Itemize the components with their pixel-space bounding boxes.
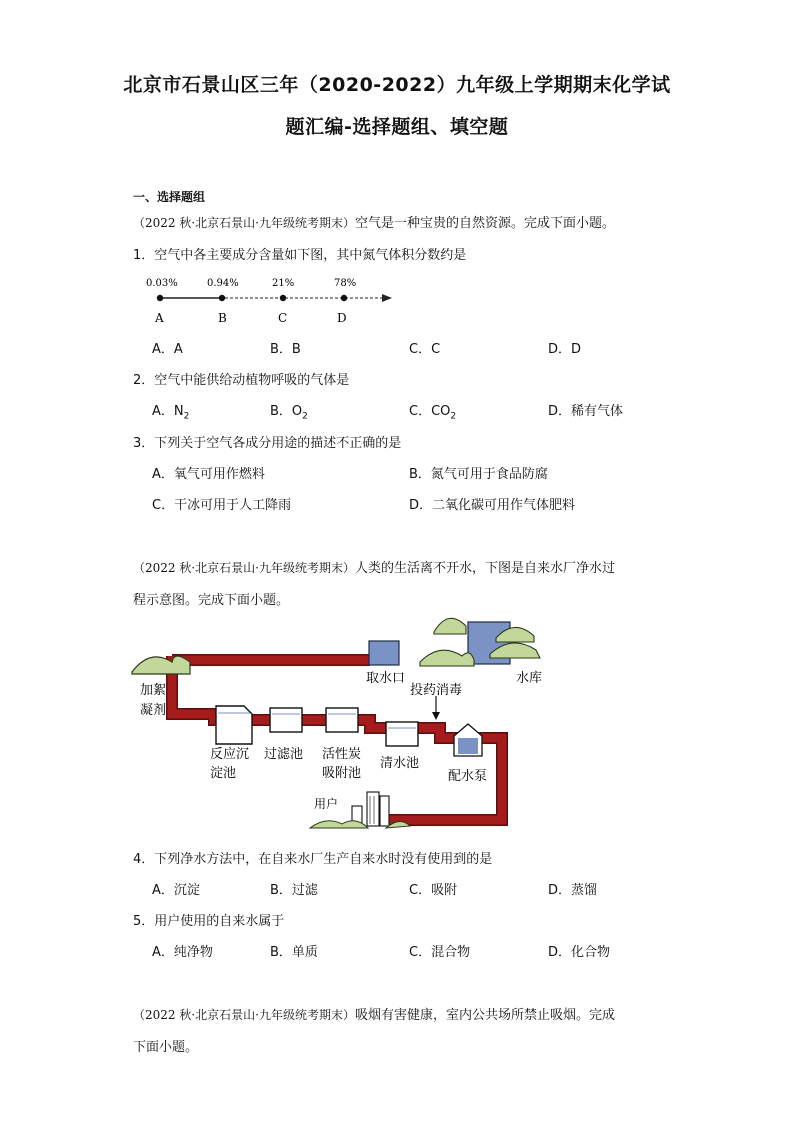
group2-intro-line-2: 程示意图。完成下面小题。 [133, 593, 290, 608]
q2-option-c[interactable]: C．$CO_2$ [409, 404, 457, 422]
point-b [219, 295, 225, 301]
source-note: （2022 秋·北京石景山·九年级统考期末） [133, 561, 355, 575]
question-2-stem: 2．空气中能供给动植物呼吸的气体是 [133, 373, 350, 388]
q1-option-d[interactable]: D．D [548, 342, 582, 357]
q1-option-c[interactable]: C．C [409, 342, 441, 357]
percent-d: 78% [334, 278, 357, 289]
carbon-tank-icon [326, 708, 358, 732]
q5-option-d[interactable]: D．化合物 [548, 945, 611, 960]
label-clear-water: 清水池 [380, 756, 420, 771]
q4-option-d[interactable]: D．蒸馏 [548, 883, 598, 898]
label-sedimentation-2: 淀池 [210, 766, 237, 781]
label-filter: 过滤池 [264, 747, 304, 762]
question-3-stem: 3．下列关于空气各成分用途的描述不正确的是 [133, 436, 402, 451]
label-pump: 配水泵 [448, 769, 488, 784]
percent-c: 21% [272, 278, 295, 289]
group3-intro-line-2: 下面小题。 [133, 1040, 199, 1055]
q5-option-b[interactable]: B．单质 [270, 945, 318, 960]
percent-b: 0.94% [207, 278, 239, 289]
clear-water-tank-icon [386, 722, 418, 746]
bush-icon [310, 821, 368, 828]
letter-c: C [278, 311, 288, 325]
group-intro-text: 人类的生活离不开水，下图是自来水厂净水过 [354, 561, 615, 576]
label-coagulant-2: 凝剂 [140, 703, 167, 718]
water-intake-icon [369, 641, 399, 665]
label-carbon-2: 吸附池 [322, 766, 362, 781]
q1-option-a[interactable]: A．A [152, 342, 183, 357]
sedimentation-tank-icon [216, 706, 252, 744]
tree-icon [434, 618, 466, 634]
hill-left-icon [132, 656, 190, 674]
building-icon [380, 796, 389, 826]
letter-d: D [337, 311, 347, 325]
group1-intro [133, 212, 615, 231]
q4-option-c[interactable]: C．吸附 [409, 883, 458, 898]
q3-option-b[interactable]: B．氮气可用于食品防腐 [409, 467, 548, 482]
point-a [157, 295, 163, 301]
building-icon [367, 792, 379, 826]
group-intro-text: 吸烟有害健康，室内公共场所禁止吸烟。完成 [354, 1008, 615, 1023]
group3-intro-line-1 [133, 1004, 615, 1023]
label-user: 用户 [314, 797, 339, 811]
q2-option-b[interactable]: B．$O_2$ [270, 404, 308, 422]
group-intro-text: 空气是一种宝贵的自然资源。完成下面小题。 [354, 216, 615, 231]
q1-option-b[interactable]: B．B [270, 342, 301, 357]
q3-option-c[interactable]: C．干冰可用于人工降雨 [152, 498, 292, 513]
letter-b: B [218, 311, 227, 325]
q3-option-d[interactable]: D．二氧化碳可用作气体肥料 [409, 498, 576, 513]
label-intake: 取水口 [366, 671, 406, 686]
source-note: （2022 秋·北京石景山·九年级统考期末） [133, 216, 355, 230]
source-note: （2022 秋·北京石景山·九年级统考期末） [133, 1008, 355, 1022]
question-5-stem: 5．用户使用的自来水属于 [133, 914, 285, 929]
filter-tank-icon [270, 708, 302, 732]
q5-option-a[interactable]: A．纯净物 [152, 945, 213, 960]
water-treatment-diagram [130, 610, 550, 832]
section-heading: 一、选择题组 [133, 190, 206, 204]
label-reservoir: 水库 [516, 671, 543, 686]
question-4-stem: 4．下列净水方法中，在自来水厂生产自来水时没有使用到的是 [133, 852, 493, 867]
q5-option-c[interactable]: C．混合物 [409, 945, 471, 960]
percent-a: 0.03% [146, 278, 178, 289]
label-disinfect: 投药消毒 [410, 683, 463, 698]
air-composition-figure [140, 270, 400, 330]
question-1-stem: 1．空气中各主要成分含量如下图，其中氮气体积分数约是 [133, 248, 467, 263]
group2-intro-line-1 [133, 557, 615, 576]
q4-option-b[interactable]: B．过滤 [270, 883, 318, 898]
document-title-line-2: 题汇编-选择题组、填空题 [285, 116, 509, 138]
q4-option-a[interactable]: A．沉淀 [152, 883, 200, 898]
point-d [341, 295, 347, 301]
label-carbon-1: 活性炭 [322, 747, 362, 762]
q3-option-a[interactable]: A．氧气可用作燃料 [152, 467, 265, 482]
tree-icon [420, 650, 474, 666]
label-sedimentation-1: 反应沉 [210, 747, 250, 762]
point-c [280, 295, 286, 301]
label-coagulant-1: 加絮 [140, 683, 167, 698]
q2-option-d[interactable]: D．稀有气体 [548, 404, 624, 419]
q2-option-a[interactable]: A．$N_2$ [152, 404, 190, 422]
document-title-line-1: 北京市石景山区三年（2020-2022）九年级上学期期末化学试 [123, 74, 671, 96]
letter-a: A [155, 311, 164, 325]
